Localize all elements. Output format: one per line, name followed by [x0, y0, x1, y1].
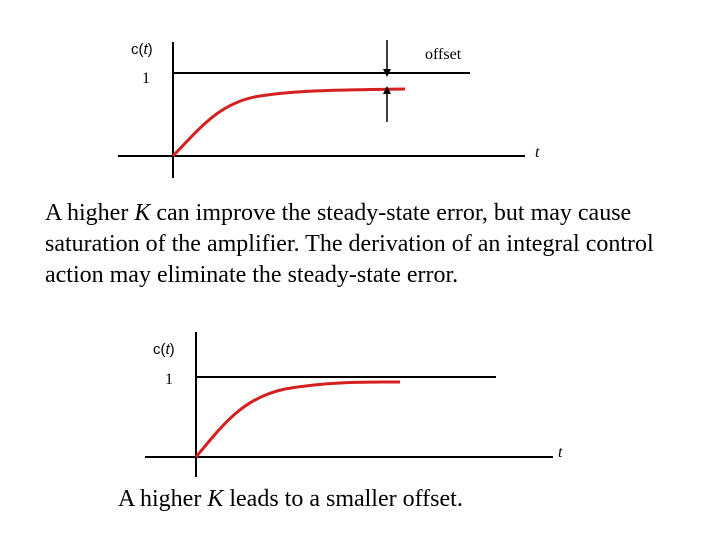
- caption-bottom: A higher K leads to a smaller offset.: [118, 486, 463, 512]
- top-setpoint-label: 1: [142, 70, 150, 87]
- top-y-axis-label: c(t): [131, 41, 153, 58]
- top-x-axis-label: t: [535, 144, 540, 161]
- bottom-setpoint-label: 1: [165, 371, 173, 388]
- bottom-x-axis-label: t: [558, 444, 563, 461]
- top-response-diagram: [118, 40, 540, 178]
- bottom-response-diagram: [145, 332, 563, 477]
- bottom-response-curve: [196, 382, 400, 457]
- bottom-y-axis-label: c(t): [153, 341, 175, 358]
- offset-label: offset: [425, 46, 462, 63]
- caption-top: A higher K can improve the steady-state error, but may cause saturation of the amplifier. The derivation of an integral control action may eliminate the steady-state error.: [45, 200, 654, 288]
- top-response-curve: [173, 89, 405, 156]
